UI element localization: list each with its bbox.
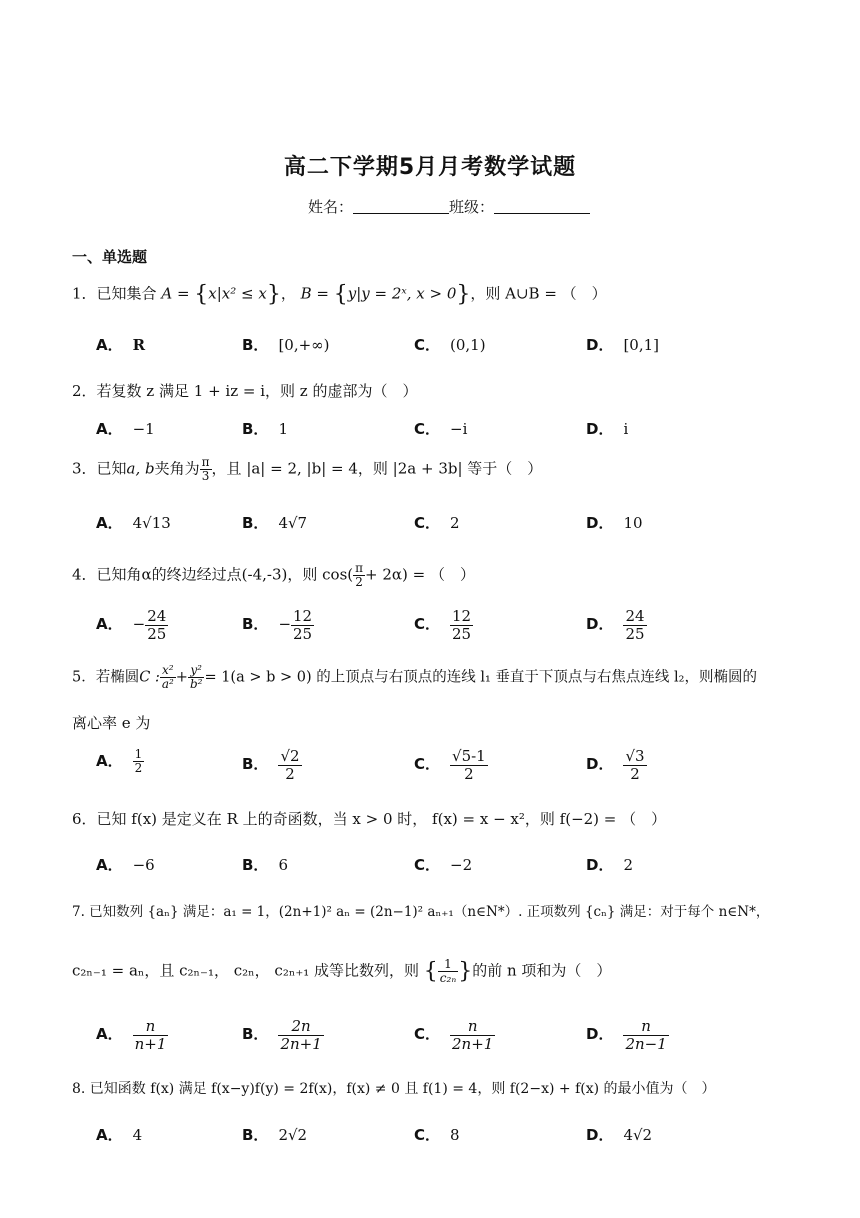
- name-label: 姓名：: [308, 198, 354, 216]
- q1-options: [96, 334, 796, 374]
- q3-vectors: a, b: [126, 459, 155, 478]
- question-3: [72, 456, 542, 483]
- q3-option-a[interactable]: [96, 512, 171, 533]
- fraction-denominator: 2: [464, 764, 474, 783]
- q1-tail: ，则 A∪B = （ ）: [470, 284, 607, 303]
- option-label: A．: [96, 1025, 123, 1043]
- option-text: 4√13: [132, 514, 171, 532]
- question-5: 5．若椭圆C : $\frac{\text{x²}}{\text{a²}}$ + $\frac{\text{y²}}{\text{b²}}$ = 1(a > b > 0) 的上顶点与右顶点的连线 l₁ 垂直于下顶点与右焦点连线 l₂，则椭圆的: [72, 663, 757, 692]
- option-label: C．: [414, 336, 441, 354]
- q5-option-a[interactable]: [96, 748, 144, 775]
- q1-brace-open: {: [194, 282, 209, 307]
- question-7: 7. 已知数列 {aₙ} 满足：a₁ = 1，(2n+1)² aₙ = (2n−1)² aₙ₊₁（n∈N*）. 正项数列 {cₙ} 满足：对于每个 n∈N*，: [72, 904, 770, 920]
- fraction-denominator: 3: [201, 469, 210, 484]
- fraction-denominator: 25: [625, 624, 645, 643]
- option-text: −6: [132, 856, 155, 874]
- option-label: C．: [414, 755, 441, 773]
- option-text: i: [623, 420, 629, 438]
- option-label: D．: [586, 1126, 614, 1144]
- q7-line2-prefix: c₂ₙ₋₁ = aₙ，且 c₂ₙ₋₁， c₂ₙ， c₂ₙ₊₁ 成等比数列，则: [72, 961, 420, 980]
- q1-option-c[interactable]: [414, 334, 486, 355]
- option-text: −2: [450, 856, 473, 874]
- q4-option-c[interactable]: [414, 608, 473, 642]
- q5-option-c[interactable]: [414, 748, 488, 782]
- q1-set-b-name: B: [300, 284, 312, 303]
- q4-option-a[interactable]: [96, 608, 168, 642]
- q2-option-a[interactable]: [96, 418, 155, 439]
- option-label: A．: [96, 751, 123, 770]
- class-blank[interactable]: [494, 199, 590, 214]
- question-5-line2: 离心率 e 为: [72, 714, 151, 732]
- option-label: D．: [586, 1025, 614, 1043]
- option-text: [0,1]: [623, 336, 660, 354]
- q4-option-b[interactable]: [242, 608, 314, 642]
- option-label: B．: [242, 856, 269, 874]
- name-class-line: [308, 196, 590, 217]
- fraction-denominator: 2: [630, 764, 640, 783]
- question-4: [72, 562, 475, 589]
- option-label: C．: [414, 514, 441, 532]
- option-fraction: [450, 1018, 495, 1052]
- option-fraction: [450, 748, 488, 782]
- q2-option-d[interactable]: [586, 418, 628, 439]
- option-label: B．: [242, 1025, 269, 1043]
- fraction-numerator: √5-1: [452, 747, 486, 765]
- option-label: C．: [414, 420, 441, 438]
- q3-option-d[interactable]: [586, 512, 643, 533]
- option-label: D．: [586, 514, 614, 532]
- fraction-numerator: y²: [188, 664, 205, 678]
- q2-options: [96, 418, 796, 458]
- fraction-denominator: 2: [285, 764, 295, 783]
- option-text: 8: [450, 1126, 460, 1144]
- q5-prefix: 5．若椭圆: [72, 669, 140, 686]
- class-label: 班级：: [449, 198, 495, 216]
- section-heading: 一、单选题: [72, 248, 148, 266]
- q3-mid: 夹角为: [154, 459, 200, 478]
- fraction-numerator: π: [355, 561, 364, 575]
- option-label: A．: [96, 420, 123, 438]
- option-fraction: [623, 608, 646, 642]
- option-label: B．: [242, 755, 269, 773]
- q1-option-b[interactable]: [242, 334, 330, 355]
- fraction-denominator: 25: [147, 624, 167, 643]
- question-8: 8. 已知函数 f(x) 满足 f(x−y)f(y) = 2f(x)，f(x) ≠ 0 且 f(1) = 4，则 f(2−x) + f(x) 的最小值为（ ）: [72, 1081, 716, 1097]
- q7-option-d[interactable]: [586, 1018, 669, 1052]
- fraction-denominator: 2n+1: [280, 1034, 322, 1053]
- q4-option-d[interactable]: [586, 608, 647, 642]
- fraction-denominator: 2n−1: [625, 1034, 667, 1053]
- fraction-numerator: 24: [625, 607, 645, 625]
- q7-line2-tail: 的前 n 项和为（ ）: [472, 961, 612, 980]
- q8-option-c[interactable]: [414, 1124, 460, 1145]
- fraction-numerator: 12: [452, 607, 472, 625]
- fraction-denominator: c₂ₙ: [439, 971, 457, 986]
- q1-option-a[interactable]: [96, 334, 145, 355]
- q5-ellipse-name: C :: [139, 669, 160, 686]
- option-fraction: [450, 608, 473, 642]
- q5-option-b[interactable]: [242, 748, 302, 782]
- fraction-denominator: 2: [355, 575, 363, 590]
- q8-options: [96, 1124, 796, 1164]
- fraction-denominator: 25: [452, 624, 472, 643]
- q5-fraction-y: [188, 664, 205, 691]
- option-text: (0,1): [450, 336, 486, 354]
- question-2: 2．若复数 z 满足 1 + iz = i，则 z 的虚部为（ ）: [72, 382, 418, 400]
- q3-condition: ，且 |a| = 2, |b| = 4，则 |2a + 3b| 等于（ ）: [211, 459, 543, 478]
- fraction-numerator: n: [450, 1018, 495, 1036]
- option-label: D．: [586, 856, 614, 874]
- fraction-numerator: √2: [280, 747, 300, 765]
- fraction-numerator: n: [133, 1018, 169, 1036]
- q6-option-c[interactable]: [414, 854, 472, 875]
- option-label: A．: [96, 856, 123, 874]
- option-fraction: [623, 1018, 668, 1052]
- question-1: 1．已知集合 A = {x|x² ≤ x}， B = {y|y = 2ˣ, x > 0}，则 A∪B = （ ）: [72, 282, 607, 307]
- q6-option-d[interactable]: [586, 854, 633, 875]
- option-label: B．: [242, 420, 269, 438]
- q5-options: [96, 748, 796, 788]
- q3-options: [96, 512, 796, 552]
- q4-fraction: [353, 562, 365, 589]
- option-text: −i: [450, 420, 468, 438]
- option-text: 6: [278, 856, 288, 874]
- q7-options: [96, 1018, 796, 1058]
- q5-condition: = 1(a > b > 0) 的上顶点与右顶点的连线 l₁ 垂直于下顶点与右焦点连线 l₂，则椭圆的: [204, 669, 757, 686]
- option-label: C．: [414, 615, 441, 633]
- option-label: D．: [586, 755, 614, 773]
- option-label: A．: [96, 1126, 123, 1144]
- option-label: D．: [586, 420, 614, 438]
- q5-fraction-x: [160, 664, 176, 691]
- q3-option-c[interactable]: [414, 512, 460, 533]
- fraction-denominator: a²: [161, 677, 174, 692]
- option-fraction: [278, 1018, 323, 1052]
- fraction-denominator: 2n+1: [452, 1034, 494, 1053]
- option-fraction: [291, 608, 314, 642]
- q7-option-b[interactable]: [242, 1018, 324, 1052]
- option-label: C．: [414, 1025, 441, 1043]
- q6-option-a[interactable]: [96, 854, 155, 875]
- option-text: 4: [132, 1126, 143, 1144]
- q7-brace-open: {: [423, 959, 438, 985]
- q4-prefix: 4．已知角α的终边经过点(-4,-3)，则 cos(: [72, 565, 354, 584]
- q1-brace-close: }: [266, 282, 281, 307]
- option-label: C．: [414, 1126, 441, 1144]
- q4-options: [96, 608, 796, 648]
- fraction-denominator: 25: [293, 624, 313, 643]
- q1-option-d[interactable]: [586, 334, 659, 355]
- q1-brace-open-b: {: [333, 282, 348, 307]
- option-label: A．: [96, 514, 123, 532]
- q7-option-c[interactable]: [414, 1018, 495, 1052]
- option-label: B．: [242, 615, 269, 633]
- q4-tail: + 2α) = （ ）: [365, 565, 475, 584]
- q1-prefix: 1．已知集合: [72, 284, 157, 303]
- fraction-numerator: 24: [147, 607, 167, 625]
- option-fraction: [623, 748, 646, 782]
- q1-brace-close-b: }: [456, 282, 471, 307]
- option-text: −1: [132, 420, 155, 438]
- q8-option-d[interactable]: [586, 1124, 652, 1145]
- exam-title: 高二下学期5月月考数学试题: [283, 155, 577, 180]
- q8-option-a[interactable]: [96, 1124, 142, 1145]
- option-text: 4√2: [623, 1126, 653, 1144]
- q6-option-b[interactable]: [242, 854, 288, 875]
- option-text: 2: [450, 514, 460, 532]
- q7-brace-close: }: [458, 959, 473, 985]
- q1-set-a: x|x² ≤ x: [208, 284, 267, 303]
- fraction-numerator: 12: [293, 607, 313, 625]
- fraction-numerator: π: [201, 455, 210, 469]
- q3-prefix: 3．已知: [72, 459, 127, 478]
- q1-set-b: y|y = 2ˣ, x > 0: [347, 284, 457, 303]
- q3-angle-fraction: [200, 456, 212, 483]
- option-label: B．: [242, 514, 269, 532]
- fraction-denominator: 2: [134, 761, 143, 776]
- fraction-denominator: n+1: [134, 1034, 167, 1053]
- fraction-numerator: 1: [438, 958, 458, 972]
- option-label: A．: [96, 615, 123, 633]
- fraction-numerator: n: [623, 1018, 668, 1036]
- fraction-numerator: x²: [160, 664, 176, 678]
- option-text: [0,+∞): [278, 336, 330, 354]
- q7-option-a[interactable]: [96, 1018, 168, 1052]
- fraction-numerator: 2n: [278, 1018, 323, 1036]
- fraction-numerator: √3: [625, 747, 645, 765]
- option-sign: −: [278, 615, 292, 633]
- option-label: B．: [242, 1126, 269, 1144]
- option-fraction: [145, 608, 168, 642]
- option-text: 1: [278, 420, 288, 438]
- q6-options: [96, 854, 796, 894]
- question-7-line2: [72, 958, 611, 985]
- option-text: 10: [623, 514, 643, 532]
- option-fraction: [133, 1018, 169, 1052]
- fraction-numerator: 1: [134, 747, 143, 761]
- option-label: D．: [586, 336, 614, 354]
- option-text: 4√7: [278, 514, 308, 532]
- option-text: 2: [623, 856, 633, 874]
- q8-option-b[interactable]: [242, 1124, 307, 1145]
- option-text: 2√2: [278, 1126, 308, 1144]
- option-label: A．: [96, 336, 123, 354]
- option-label: B．: [242, 336, 269, 354]
- question-6: 6．已知 f(x) 是定义在 R 上的奇函数，当 x > 0 时， f(x) = x − x²，则 f(−2) = （ ）: [72, 810, 667, 828]
- option-label: C．: [414, 856, 441, 874]
- q5-option-d[interactable]: [586, 748, 647, 782]
- name-blank[interactable]: [353, 199, 449, 214]
- option-fraction: [278, 748, 301, 782]
- q2-option-c[interactable]: [414, 418, 467, 439]
- option-label: D．: [586, 615, 614, 633]
- option-fraction: [133, 748, 145, 775]
- q7-fraction: [438, 958, 458, 985]
- fraction-denominator: b²: [189, 677, 203, 692]
- option-sign: −: [132, 615, 146, 633]
- q3-option-b[interactable]: [242, 512, 307, 533]
- q2-option-b[interactable]: [242, 418, 288, 439]
- option-text: R: [132, 336, 146, 354]
- q1-set-a-name: A: [161, 284, 173, 303]
